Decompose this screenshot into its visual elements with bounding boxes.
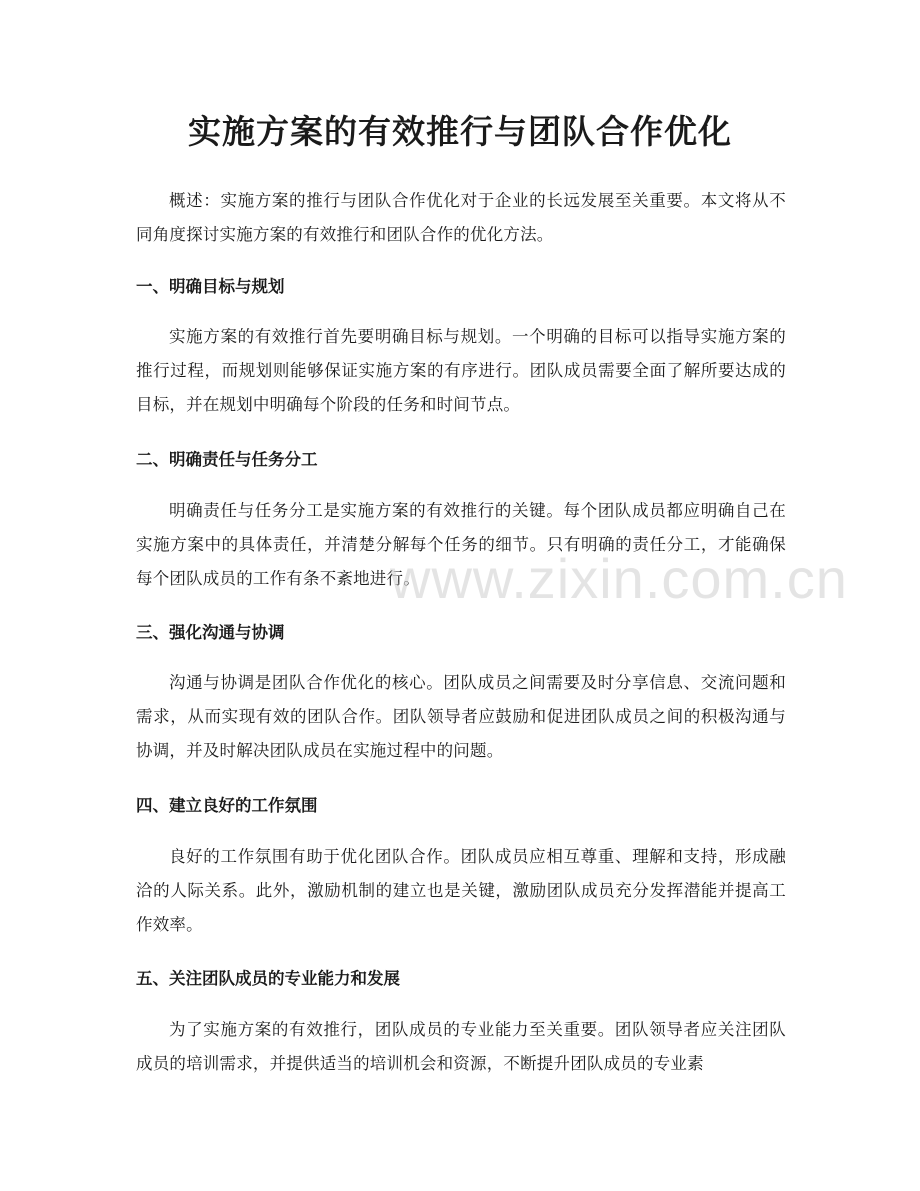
section-heading-4: 四、建立良好的工作氛围 — [136, 796, 318, 815]
section-heading-5: 五、关注团队成员的专业能力和发展 — [136, 969, 400, 988]
intro-paragraph: 概述：实施方案的推行与团队合作优化对于企业的长远发展至关重要。本文将从不同角度探讨实施方案的有效推行和团队合作的优化方法。 — [136, 191, 786, 244]
section-body-5: 为了实施方案的有效推行，团队成员的专业能力至关重要。团队领导者应关注团队成员的培训需求，并提供适当的培训机会和资源，不断提升团队成员的专业素 — [136, 1020, 786, 1073]
section-body-4: 良好的工作氛围有助于优化团队合作。团队成员应相互尊重、理解和支持，形成融洽的人际关系。此外，激励机制的建立也是关键，激励团队成员充分发挥潜能并提高工作效率。 — [136, 847, 786, 934]
section-body-1: 实施方案的有效推行首先要明确目标与规划。一个明确的目标可以指导实施方案的推行过程，而规划则能够保证实施方案的有序进行。团队成员需要全面了解所要达成的目标，并在规划中明确每个阶段的任务和时间节点。 — [136, 327, 786, 414]
section-body-2: 明确责任与任务分工是实施方案的有效推行的关键。每个团队成员都应明确自己在实施方案中的具体责任，并清楚分解每个任务的细节。只有明确的责任分工，才能确保每个团队成员的工作有条不紊地进行。 — [136, 501, 786, 588]
section-body-3: 沟通与协调是团队合作优化的核心。团队成员之间需要及时分享信息、交流问题和需求，从而实现有效的团队合作。团队领导者应鼓励和促进团队成员之间的积极沟通与协调，并及时解决团队成员在实施过程中的问题。 — [136, 673, 786, 760]
section-heading-3: 三、强化沟通与协调 — [136, 623, 285, 642]
section-heading-2: 二、明确责任与任务分工 — [136, 450, 318, 469]
page-title: 实施方案的有效推行与团队合作优化 — [188, 112, 732, 151]
section-heading-1: 一、明确目标与规划 — [136, 277, 285, 296]
watermark-text: www.zixin.com.cn — [390, 547, 848, 610]
